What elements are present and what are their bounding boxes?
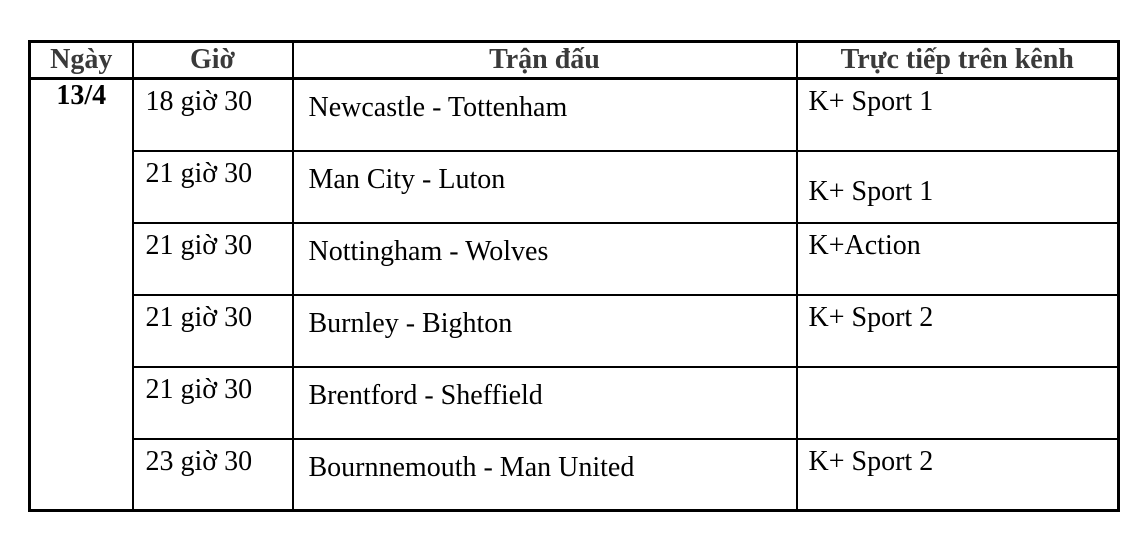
table-row xyxy=(30,223,1119,295)
time-cell: 18 giờ 30 xyxy=(133,79,293,151)
table-row xyxy=(30,151,1119,223)
table-row xyxy=(30,439,1119,511)
match-schedule-table xyxy=(28,40,1120,512)
time-cell: 23 giờ 30 xyxy=(133,439,293,511)
match-cell: Man City - Luton xyxy=(293,151,797,223)
table-row xyxy=(30,79,1119,151)
table-row xyxy=(30,295,1119,367)
channel-cell: K+ Sport 2 xyxy=(797,295,1119,367)
match-cell: Newcastle - Tottenham xyxy=(293,79,797,151)
header-row xyxy=(30,42,1119,79)
table-row xyxy=(30,367,1119,439)
header-date: Ngày xyxy=(30,42,133,79)
channel-cell: K+ Sport 2 xyxy=(797,439,1119,511)
header-channel: Trực tiếp trên kênh xyxy=(797,42,1119,79)
time-cell: 21 giờ 30 xyxy=(133,367,293,439)
channel-cell: K+ Sport 1 xyxy=(797,79,1119,151)
match-cell: Brentford - Sheffield xyxy=(293,367,797,439)
header-match: Trận đấu xyxy=(293,42,797,79)
time-cell: 21 giờ 30 xyxy=(133,295,293,367)
channel-cell: K+ Sport 1 xyxy=(797,151,1119,223)
match-cell: Bournnemouth - Man United xyxy=(293,439,797,511)
time-cell: 21 giờ 30 xyxy=(133,151,293,223)
channel-cell xyxy=(797,367,1119,439)
time-cell: 21 giờ 30 xyxy=(133,223,293,295)
match-cell: Burnley - Bighton xyxy=(293,295,797,367)
header-time: Giờ xyxy=(133,42,293,79)
date-cell: 13/4 xyxy=(30,79,133,511)
channel-cell: K+Action xyxy=(797,223,1119,295)
match-cell: Nottingham - Wolves xyxy=(293,223,797,295)
